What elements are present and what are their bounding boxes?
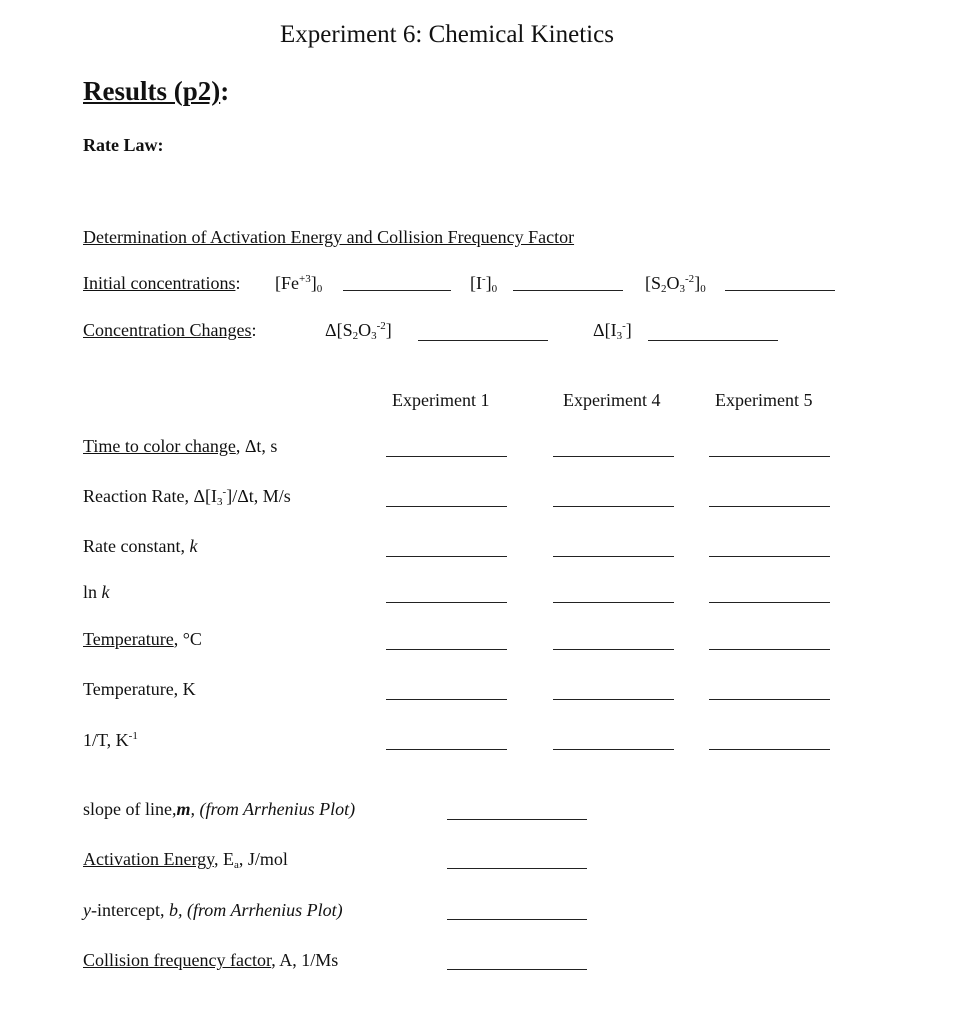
lnk-exp4-blank[interactable] [553, 602, 674, 603]
fe-initial-label [275, 273, 323, 295]
delta-thiosulfate-label [325, 320, 392, 342]
inv-t-exp1-blank[interactable] [386, 749, 507, 750]
iodide-charge: - [482, 273, 486, 285]
delta-i3-sub: 3 [616, 330, 623, 342]
delta-thio-close: ] [385, 320, 392, 340]
rate-exp5-blank[interactable] [709, 506, 830, 507]
column-header-experiment-4: Experiment 4 [563, 390, 661, 410]
k-label-text: Rate constant, [83, 536, 190, 556]
intercept-label-text: -intercept, [91, 900, 169, 920]
concentration-changes-text: Concentration Changes [83, 320, 252, 340]
row-label-rate-constant [83, 537, 197, 555]
row-label-temperature-c [83, 630, 202, 648]
time-label-text: Time to color change [83, 436, 236, 456]
ea-rest-pre: , E [213, 849, 234, 869]
k-exp1-blank[interactable] [386, 556, 507, 557]
iodide-close: ] [485, 273, 492, 293]
temp-c-exp1-blank[interactable] [386, 649, 507, 650]
rate-charge: - [222, 486, 227, 498]
fe-initial-blank[interactable] [343, 290, 451, 291]
row-label-temperature-k: Temperature, K [83, 679, 196, 699]
thiosulfate-initial-label [645, 273, 706, 295]
thio-sub: 0 [700, 283, 706, 295]
activation-energy-label [83, 849, 288, 871]
delta-thiosulfate-blank[interactable] [418, 340, 548, 341]
y-intercept-blank[interactable] [447, 919, 587, 920]
delta-triiodide-label [593, 320, 632, 342]
results-heading-text: Results (p2) [83, 76, 221, 106]
temp-k-exp4-blank[interactable] [553, 699, 674, 700]
thio-charge: -2 [685, 273, 695, 285]
iodide-open: [I [470, 273, 482, 293]
collision-factor-blank[interactable] [447, 969, 587, 970]
intercept-b-var: b [168, 900, 178, 920]
row-label-time [83, 437, 277, 455]
ea-rest-post: , J/mol [238, 849, 288, 869]
rate-exp1-blank[interactable] [386, 506, 507, 507]
activation-section-title: Determination of Activation Energy and Collision Frequency Factor [83, 227, 575, 247]
delta-triiodide-blank[interactable] [648, 340, 778, 341]
delta-i3-open: Δ[I [593, 320, 617, 340]
delta-i3-close: ] [625, 320, 632, 340]
inv-t-exp: -1 [128, 730, 138, 742]
row-label-reaction-rate [83, 486, 291, 508]
initial-concentrations-colon: : [235, 273, 241, 293]
time-exp4-blank[interactable] [553, 456, 674, 457]
thio-mid: O [666, 273, 680, 293]
slope-italic: , (from Arrhenius Plot) [190, 799, 356, 819]
temp-k-exp1-blank[interactable] [386, 699, 507, 700]
fe-close: ] [310, 273, 317, 293]
inv-t-exp4-blank[interactable] [553, 749, 674, 750]
lnk-var: k [101, 582, 110, 602]
collision-factor-label [83, 951, 338, 969]
slope-var: m [176, 799, 191, 819]
results-heading-colon: : [220, 76, 230, 106]
thio-open: [S [645, 273, 662, 293]
iodide-initial-label [470, 273, 498, 295]
inv-t-label-text: 1/T, K [83, 730, 129, 750]
delta-thio-s2: 2 [352, 330, 359, 342]
delta-thio-open: Δ[S [325, 320, 353, 340]
rate-sub: 3 [217, 496, 223, 508]
rate-close: ]/Δt, M/s [226, 486, 291, 506]
initial-concentrations-text: Initial concentrations [83, 273, 236, 293]
thio-close: ] [694, 273, 701, 293]
time-exp5-blank[interactable] [709, 456, 830, 457]
fe-open: [Fe [275, 273, 299, 293]
k-exp5-blank[interactable] [709, 556, 830, 557]
rate-law-label: Rate Law: [83, 135, 164, 155]
iodide-initial-blank[interactable] [513, 290, 623, 291]
k-exp4-blank[interactable] [553, 556, 674, 557]
temp-k-exp5-blank[interactable] [709, 699, 830, 700]
temp-c-exp4-blank[interactable] [553, 649, 674, 650]
initial-concentrations-label [83, 274, 240, 292]
collision-label-text: Collision frequency factor [83, 950, 272, 970]
k-var: k [189, 536, 198, 556]
lnk-exp5-blank[interactable] [709, 602, 830, 603]
column-header-experiment-1: Experiment 1 [392, 390, 490, 410]
lnk-label-text: ln [83, 582, 102, 602]
page-title: Experiment 6: Chemical Kinetics [280, 21, 614, 48]
slope-label [83, 800, 355, 818]
intercept-y-var: y [83, 900, 91, 920]
thiosulfate-initial-blank[interactable] [725, 290, 835, 291]
delta-thio-o3: 3 [371, 330, 377, 342]
fe-charge: +3 [299, 273, 311, 285]
time-label-rest: , Δt, s [235, 436, 278, 456]
collision-label-rest: , A, 1/Ms [271, 950, 339, 970]
iodide-sub: 0 [491, 283, 498, 295]
rate-exp4-blank[interactable] [553, 506, 674, 507]
fe-sub: 0 [316, 283, 323, 295]
rate-open: Reaction Rate, Δ[I [83, 486, 218, 506]
delta-thio-mid: O [358, 320, 372, 340]
concentration-changes-label [83, 321, 256, 339]
time-exp1-blank[interactable] [386, 456, 507, 457]
slope-blank[interactable] [447, 819, 587, 820]
slope-label-text: slope of line, [83, 799, 177, 819]
y-intercept-label [83, 901, 343, 919]
column-header-experiment-5: Experiment 5 [715, 390, 813, 410]
thio-s2: 2 [661, 283, 667, 295]
inv-t-exp5-blank[interactable] [709, 749, 830, 750]
temp-c-label-rest: , °C [173, 629, 202, 649]
temp-c-label-text: Temperature [83, 629, 174, 649]
intercept-italic: , (from Arrhenius Plot) [177, 900, 343, 920]
activation-energy-blank[interactable] [447, 868, 587, 869]
ea-sub: a [233, 859, 239, 871]
results-heading [83, 78, 229, 105]
delta-thio-charge: -2 [376, 320, 386, 332]
lnk-exp1-blank[interactable] [386, 602, 507, 603]
ea-label-text: Activation Energy [83, 849, 214, 869]
concentration-changes-colon: : [251, 320, 257, 340]
row-label-ln-k [83, 583, 110, 601]
thio-o3: 3 [679, 283, 686, 295]
delta-i3-charge: - [622, 320, 626, 332]
row-label-inverse-temperature [83, 731, 138, 749]
temp-c-exp5-blank[interactable] [709, 649, 830, 650]
